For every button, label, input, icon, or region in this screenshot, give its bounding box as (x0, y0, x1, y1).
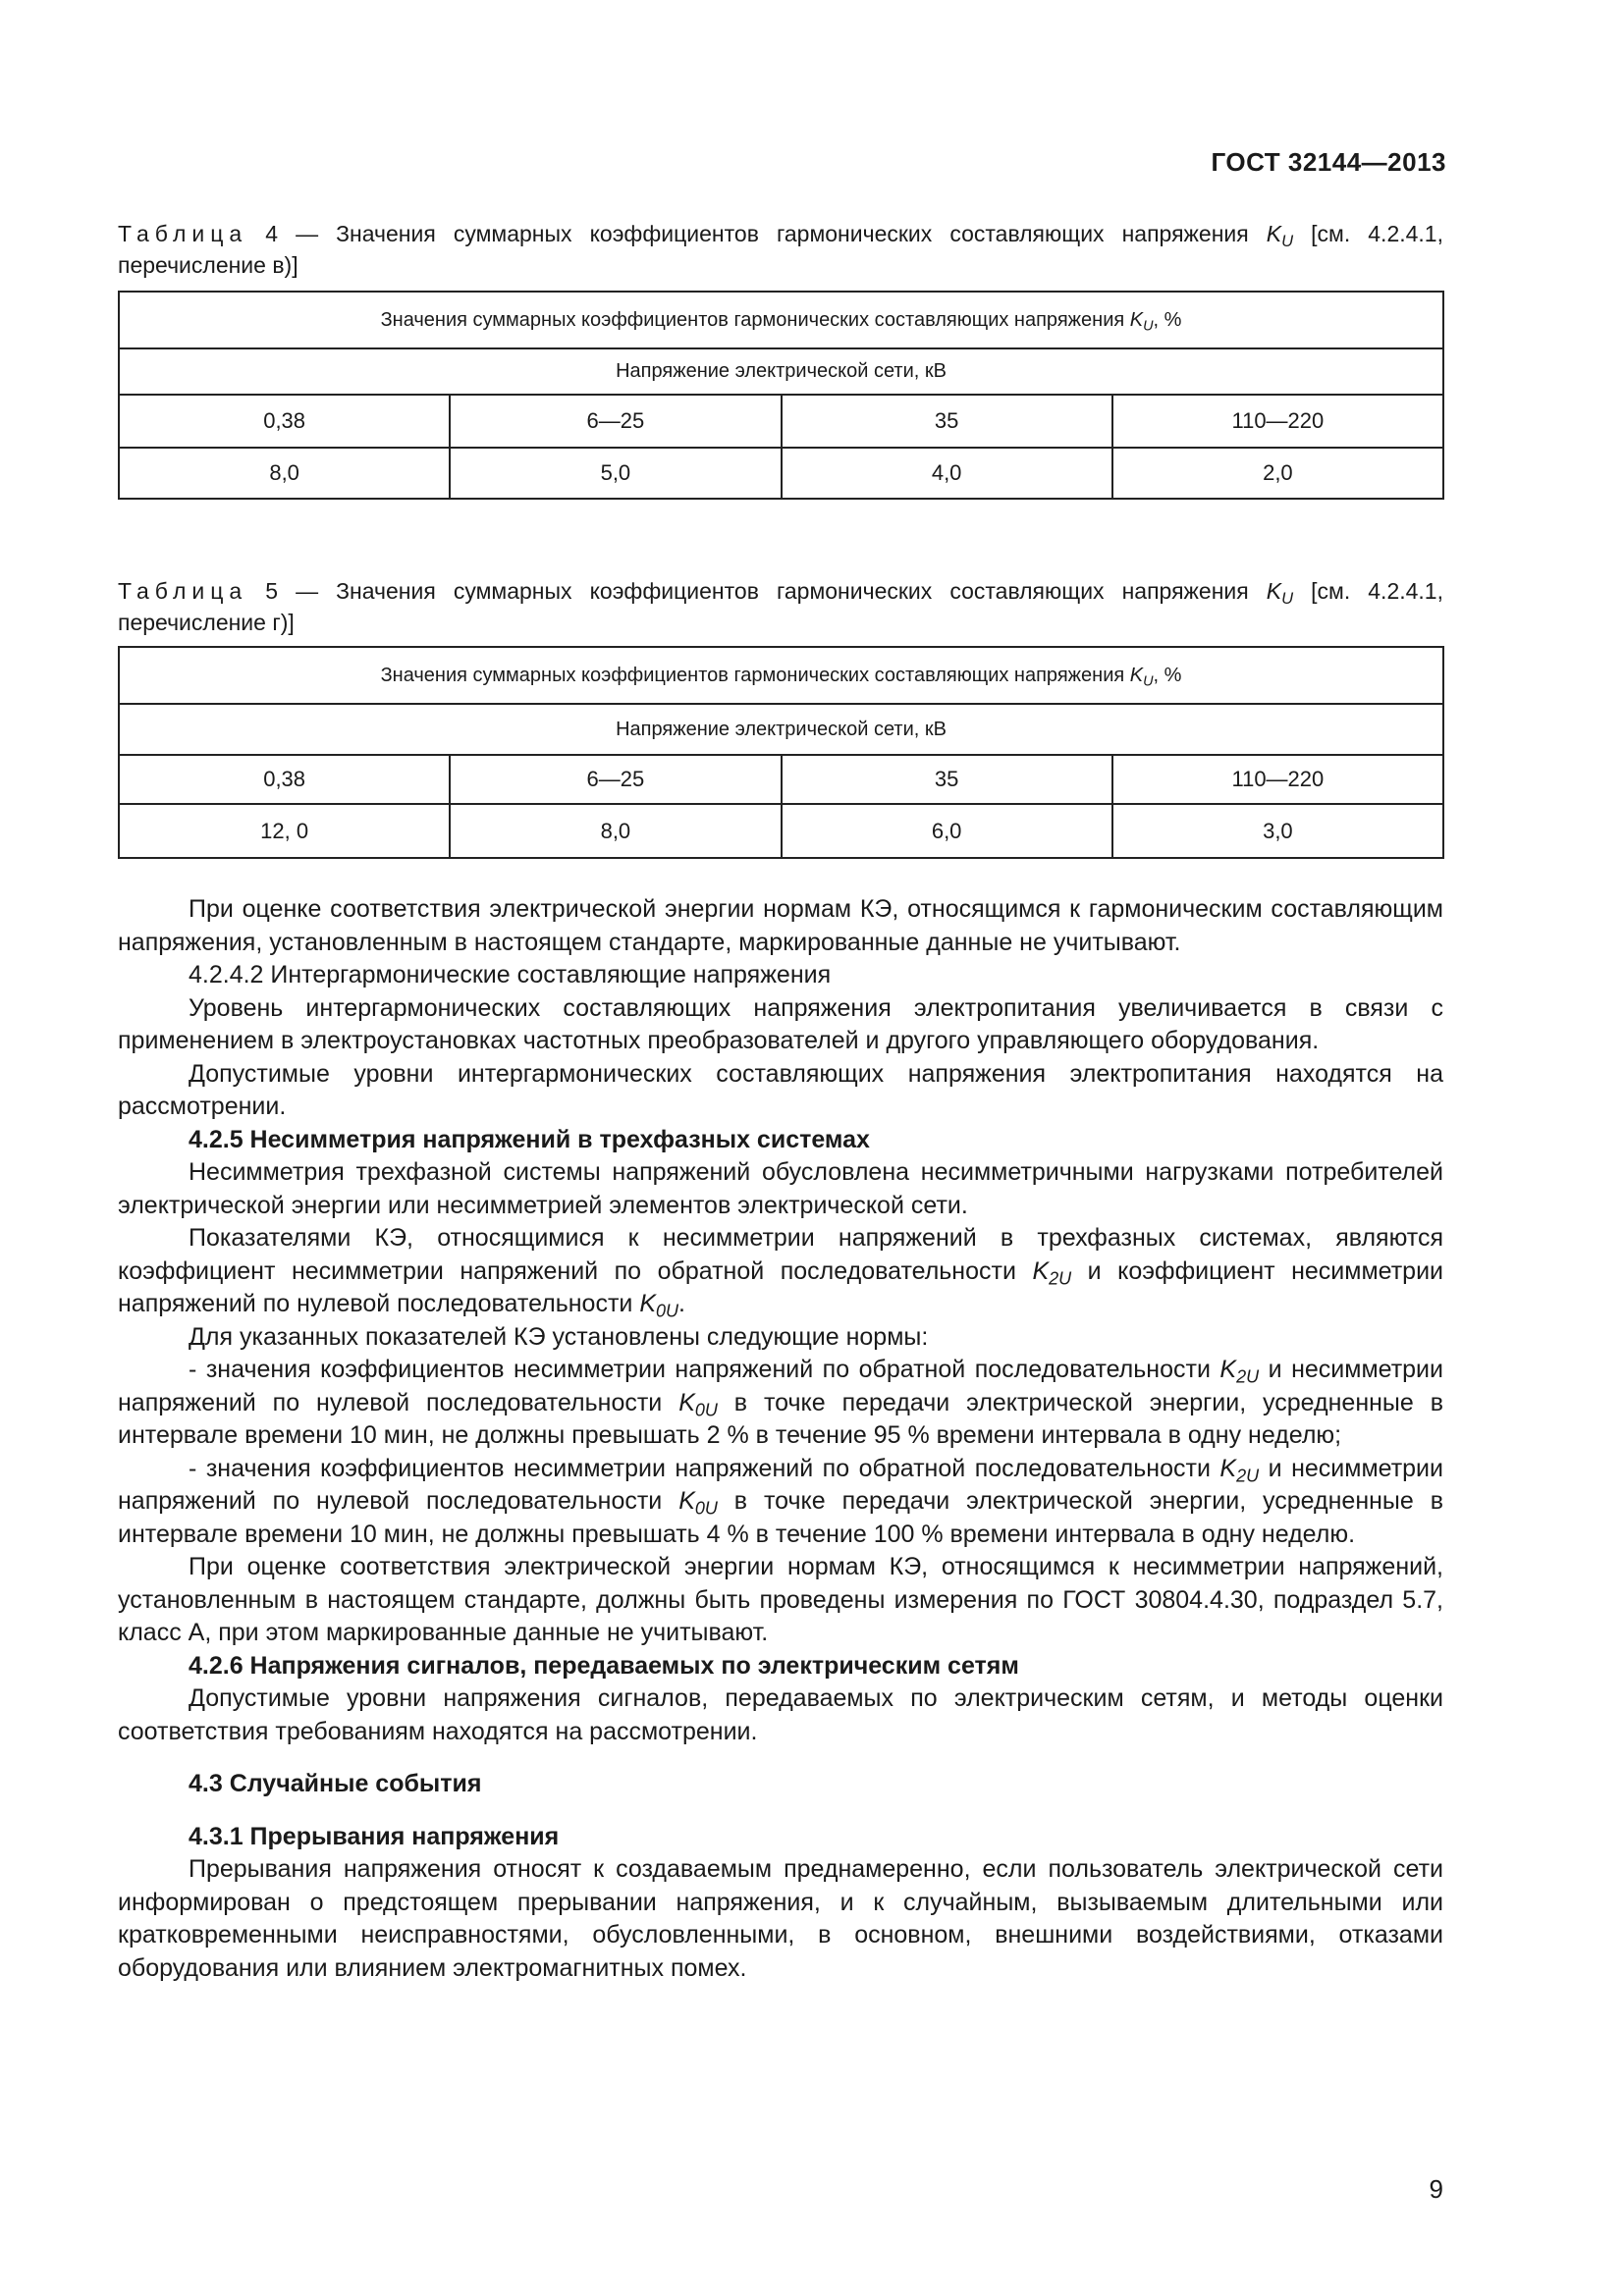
table5-caption-text: 5 — Значения суммарных коэффициентов гармонических составляющих напряжения (247, 578, 1267, 604)
table4-caption (118, 218, 1443, 281)
table-cell: 4,0 (782, 448, 1112, 499)
symbol-subscript: 0U (656, 1301, 679, 1321)
table5-caption-subscript: U (1281, 588, 1294, 608)
table4-title-cell (119, 292, 1443, 348)
symbol-subscript: 0U (694, 1399, 718, 1419)
table4-title-symbol: K (1129, 308, 1144, 331)
paragraph: Для указанных показателей КЭ установлены следующие нормы: (189, 1322, 929, 1351)
table4-caption-word: Таблица (118, 221, 248, 246)
document-id: ГОСТ 32144—2013 (1211, 147, 1446, 177)
list-item (118, 1453, 1443, 1552)
symbol-k: K (639, 1290, 657, 1317)
symbol-subscript: 2U (1236, 1465, 1260, 1485)
text-span: и несимметрии напряжений по нулевой последовательности (118, 1356, 1443, 1416)
table4-title-subscript: U (1143, 317, 1154, 334)
table5-caption (118, 575, 1443, 638)
table-cell: 110—220 (1112, 395, 1443, 448)
table5-caption-ref: [см. 4.2.4.1, перечисление г)] (118, 578, 1443, 635)
table4-title-text: Значения суммарных коэффициентов гармонических составляющих напряжения (380, 308, 1130, 331)
text-span: и коэффициент несимметрии напряжений по нулевой последовательности (118, 1256, 1443, 1317)
text-span: в точке передачи электрической энергии, усредненные в интервале времени 10 мин, не должны превышать 4 % в течение 100 % времени интервала в одну неделю. (118, 1487, 1443, 1548)
paragraph: При оценке соответствия электрической энергии нормам КЭ, относящимся к несимметрии напряжений, установленным в настоящем стандарте, должны быть проведены измерения по ГОСТ 30804.4.30, подраздел 5.7, класс А, при этом маркированные данные не учитывают. (118, 1553, 1443, 1646)
table5-title-symbol: K (1129, 664, 1144, 686)
table4-subtitle-row (119, 348, 1443, 395)
table5-title-unit: , % (1153, 664, 1182, 686)
paragraph: При оценке соответствия электрической энергии нормам КЭ, относящимся к гармоническим составляющим напряжения, установленным в настоящем стандарте, маркированные данные не учитывают. (118, 895, 1443, 956)
table5-caption-symbol: K (1266, 578, 1282, 604)
list-item (118, 1354, 1443, 1453)
table4-caption-text: 4 — Значения суммарных коэффициентов гармонических составляющих напряжения (247, 221, 1267, 246)
symbol-subscript: 2U (1049, 1267, 1072, 1288)
symbol-subscript: 0U (694, 1498, 718, 1519)
table4-title-unit: , % (1153, 308, 1182, 331)
paragraph: Уровень интергармонических составляющих напряжения электропитания увеличивается в связи с применением в электроустановках частотных преобразователей и другого управляющего оборудования. (118, 993, 1443, 1054)
table-cell: 35 (782, 395, 1112, 448)
symbol-k: K (1219, 1356, 1237, 1383)
table5-voltage-row (119, 755, 1443, 804)
table5-caption-word: Таблица (118, 578, 248, 604)
table-cell: 8,0 (119, 448, 450, 499)
table-cell: 110—220 (1112, 755, 1443, 804)
table-cell: 6—25 (450, 395, 781, 448)
table4-value-row (119, 448, 1443, 499)
table5 (118, 646, 1444, 859)
symbol-k: K (678, 1388, 695, 1416)
table5-subtitle-cell: Напряжение электрической сети, кВ (119, 704, 1443, 755)
table-cell: 6,0 (782, 804, 1112, 858)
table-cell: 6—25 (450, 755, 781, 804)
table-cell: 0,38 (119, 755, 450, 804)
symbol-k: K (1219, 1454, 1237, 1482)
paragraph: Несимметрия трехфазной системы напряжений обусловлена несимметричными нагрузками потребителей электрической энергии или несимметрией элементов электрической сети. (118, 1158, 1443, 1219)
table4-caption-ref: [см. 4.2.4.1, перечисление в)] (118, 221, 1443, 278)
table4-caption-subscript: U (1281, 231, 1294, 250)
table5-title-row (119, 647, 1443, 704)
table-cell: 5,0 (450, 448, 781, 499)
paragraph: Допустимые уровни напряжения сигналов, передаваемых по электрическим сетям, и методы оценки соответствия требованиям находятся на рассмотрении. (118, 1684, 1443, 1745)
table-cell: 3,0 (1112, 804, 1443, 858)
subsection-4-2-4-2: 4.2.4.2 Интергармонические составляющие напряжения (189, 961, 832, 988)
symbol-k: K (1032, 1256, 1050, 1285)
paragraph: Прерывания напряжения относят к создаваемым преднамеренно, если пользователь электрической сети информирован о предстоящем прерывании напряжения, и к случайным, вызываемым длительными или кратковременными неисправностями, обусловленными, в основном, внешними воздействиями, отказами оборудования или влиянием электромагнитных помех. (118, 1855, 1443, 1982)
table-cell: 2,0 (1112, 448, 1443, 499)
table4-voltage-row (119, 395, 1443, 448)
heading-4-3: 4.3 Случайные события (189, 1770, 482, 1797)
table5-value-row (119, 804, 1443, 858)
paragraph: Допустимые уровни интергармонических составляющих напряжения электропитания находятся на рассмотрении. (118, 1059, 1443, 1120)
text-span: . (678, 1290, 685, 1317)
heading-4-2-5: 4.2.5 Несимметрия напряжений в трехфазных системах (189, 1125, 870, 1153)
table5-title-cell (119, 647, 1443, 704)
table4-title-row (119, 292, 1443, 348)
table4 (118, 291, 1444, 500)
table4-subtitle-cell: Напряжение электрической сети, кВ (119, 348, 1443, 395)
table-cell: 35 (782, 755, 1112, 804)
table4-caption-symbol: K (1266, 221, 1282, 246)
table5-title-text: Значения суммарных коэффициентов гармонических составляющих напряжения (380, 664, 1130, 686)
text-span: - значения коэффициентов несимметрии напряжений по обратной последовательности (189, 1356, 1220, 1383)
symbol-subscript: 2U (1236, 1366, 1260, 1387)
text-span: - значения коэффициентов несимметрии напряжений по обратной последовательности (189, 1454, 1220, 1482)
heading-4-3-1: 4.3.1 Прерывания напряжения (189, 1822, 560, 1850)
heading-4-2-6: 4.2.6 Напряжения сигналов, передаваемых по электрическим сетям (189, 1651, 1019, 1680)
table5-title-subscript: U (1143, 672, 1154, 689)
table-cell: 12, 0 (119, 804, 450, 858)
text-span: Показателями КЭ, относящимися к несимметрии напряжений в трехфазных системах, являются коэффициент несимметрии напряжений по обратной последовательности (118, 1224, 1443, 1285)
body-text (118, 893, 1443, 1985)
table-cell: 8,0 (450, 804, 781, 858)
text-span: и несимметрии напряжений по нулевой последовательности (118, 1454, 1443, 1515)
text-span: в точке передачи электрической энергии, усредненные в интервале времени 10 мин, не должны превышать 2 % в течение 95 % времени интервала в одну неделю; (118, 1388, 1443, 1449)
symbol-k: K (678, 1487, 695, 1515)
table5-subtitle-row (119, 704, 1443, 755)
table-cell: 0,38 (119, 395, 450, 448)
paragraph (118, 1222, 1443, 1321)
page-number: 9 (1429, 2174, 1443, 2204)
